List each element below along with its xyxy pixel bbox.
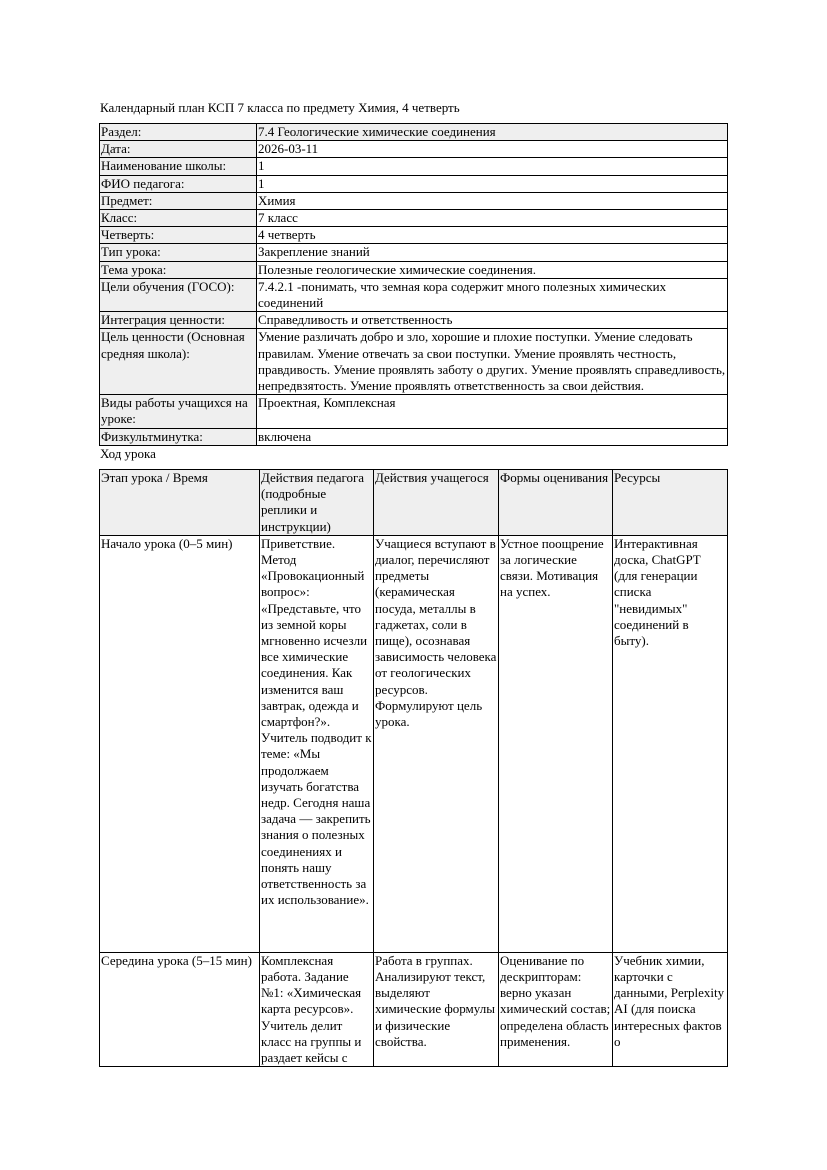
column-header-assessment: Формы оценивания bbox=[499, 470, 613, 536]
field-value: 7.4 Геологические химические соединения bbox=[257, 124, 728, 141]
stage-text: Середина урока (5–15 мин) bbox=[101, 952, 252, 968]
table-row bbox=[100, 192, 728, 209]
field-label: Класс: bbox=[100, 210, 257, 227]
student-actions-cell: Учащиеся вступают в диалог, перечисляют предметы (керамическая посуда, металлы в гаджетах, соли в пище), осознавая зависимость человека от геологических ресурсов. Формулируют цель урока. bbox=[374, 535, 499, 952]
resources-cell: Интерактивная доска, ChatGPT (для генерации списка "невидимых" соединений в быту). bbox=[613, 535, 728, 952]
field-label: Раздел: bbox=[100, 124, 257, 141]
stage-cell: Начало урока (0–5 мин) bbox=[100, 535, 260, 952]
lesson-flow-heading: Ход урока bbox=[100, 446, 156, 461]
table-row bbox=[100, 952, 728, 1066]
field-value: 7 класс bbox=[257, 210, 728, 227]
table-row bbox=[100, 141, 728, 158]
lesson-header-row bbox=[100, 470, 728, 536]
teacher-actions-cell: Приветствие. Метод «Провокационный вопрос»: «Представьте, что из земной коры мгновенно исчезли все химические соединения. Как изменится ваш завтрак, одежда и смартфон?». Учитель подводит к теме: «Мы продолжаем изучать богатства недр. Сегодня наша задача — закрепить знания о полезных соединениях и понять нашу ответственность за их использование». bbox=[260, 535, 374, 952]
assessment-cell: Устное поощрение за логические связи. Мотивация на успех. bbox=[499, 535, 613, 952]
field-label: Тема урока: bbox=[100, 261, 257, 278]
field-label: Дата: bbox=[100, 141, 257, 158]
page-title: Календарный план КСП 7 класса по предмету Химия, 4 четверть bbox=[100, 100, 460, 115]
column-header-teacher: Действия педагога (подробные реплики и инструкции) bbox=[260, 470, 374, 536]
lesson-flow-table bbox=[99, 469, 728, 1067]
lesson-info-table bbox=[99, 123, 728, 446]
table-row bbox=[100, 278, 728, 311]
table-row bbox=[100, 261, 728, 278]
field-label: Виды работы учащихся на уроке: bbox=[100, 395, 257, 428]
table-row bbox=[100, 158, 728, 175]
field-value: Проектная, Комплексная bbox=[257, 395, 728, 428]
table-row bbox=[100, 227, 728, 244]
field-label: Цель ценности (Основная средняя школа): bbox=[100, 329, 257, 395]
table-row bbox=[100, 210, 728, 227]
teacher-actions-cell bbox=[260, 952, 374, 1066]
table-row bbox=[100, 428, 728, 445]
field-value: 2026-03-11 bbox=[257, 141, 728, 158]
table-row bbox=[100, 124, 728, 141]
student-actions-text: Работа в группах. Анализируют текст, выделяют химические формулы и физические свойства. bbox=[375, 952, 495, 1049]
resources-text: Учебник химии, карточки с данными, Perplexity AI (для поиска интересных фактов о bbox=[614, 952, 725, 1049]
field-value: 1 bbox=[257, 175, 728, 192]
student-actions-cell bbox=[374, 952, 499, 1066]
field-value: включена bbox=[257, 428, 728, 445]
table-row bbox=[100, 535, 728, 952]
stage-cell bbox=[100, 952, 260, 1066]
field-value: Справедливость и ответственность bbox=[257, 312, 728, 329]
field-value: 4 четверть bbox=[257, 227, 728, 244]
field-label: ФИО педагога: bbox=[100, 175, 257, 192]
field-label: Тип урока: bbox=[100, 244, 257, 261]
column-header-student: Действия учащегося bbox=[374, 470, 499, 536]
field-value: Умение различать добро и зло, хорошие и плохие поступки. Умение следовать правилам. Умение отвечать за свои поступки. Умение проявлять честность, правдивость. Умение проявлять заботу о других. Умение проявлять справедливость, непредвзятость. Умение проявлять ответственность за свои действия. bbox=[257, 329, 728, 395]
resources-cell bbox=[613, 952, 728, 1066]
field-label: Интеграция ценности: bbox=[100, 312, 257, 329]
assessment-text: Оценивание по дескрипторам: верно указан химический состав; определена область применения. bbox=[500, 952, 611, 1049]
column-header-stage: Этап урока / Время bbox=[100, 470, 260, 536]
table-row bbox=[100, 312, 728, 329]
field-value: Химия bbox=[257, 192, 728, 209]
field-label: Четверть: bbox=[100, 227, 257, 244]
field-label: Наименование школы: bbox=[100, 158, 257, 175]
field-label: Цели обучения (ГОСО): bbox=[100, 278, 257, 311]
column-header-resources: Ресурсы bbox=[613, 470, 728, 536]
field-label: Физкультминутка: bbox=[100, 428, 257, 445]
table-row bbox=[100, 329, 728, 395]
field-value: Полезные геологические химические соединения. bbox=[257, 261, 728, 278]
field-value: 1 bbox=[257, 158, 728, 175]
teacher-actions-text: Комплексная работа. Задание №1: «Химическая карта ресурсов». Учитель делит класс на группы и раздает кейсы с bbox=[261, 952, 362, 1066]
field-value: Закрепление знаний bbox=[257, 244, 728, 261]
field-label: Предмет: bbox=[100, 192, 257, 209]
field-value: 7.4.2.1 -понимать, что земная кора содержит много полезных химических соединений bbox=[257, 278, 728, 311]
assessment-cell bbox=[499, 952, 613, 1066]
table-row bbox=[100, 395, 728, 428]
table-row bbox=[100, 244, 728, 261]
table-row bbox=[100, 175, 728, 192]
